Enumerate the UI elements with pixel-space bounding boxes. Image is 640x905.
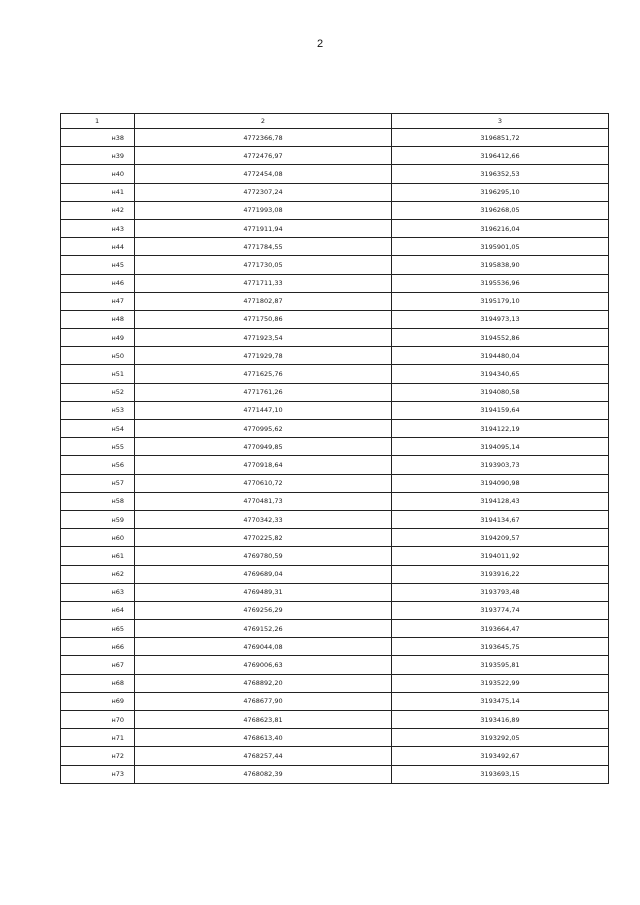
point-cell: н65 xyxy=(61,620,135,638)
column-header-y: 3 xyxy=(392,114,609,129)
y-coordinate-cell: 3194159,64 xyxy=(392,401,609,419)
point-cell: н47 xyxy=(61,292,135,310)
point-cell: н51 xyxy=(61,365,135,383)
column-header-point: 1 xyxy=(61,114,135,129)
point-cell: н73 xyxy=(61,765,135,783)
y-coordinate-cell: 3193916,22 xyxy=(392,565,609,583)
y-coordinate-cell: 3193793,48 xyxy=(392,583,609,601)
point-cell: н70 xyxy=(61,711,135,729)
point-cell: н53 xyxy=(61,401,135,419)
x-coordinate-cell: 4770225,82 xyxy=(135,529,392,547)
x-coordinate-cell: 4769044,08 xyxy=(135,638,392,656)
point-cell: н48 xyxy=(61,310,135,328)
coordinates-table xyxy=(60,113,609,784)
y-coordinate-cell: 3194340,65 xyxy=(392,365,609,383)
table-row xyxy=(61,329,609,347)
x-coordinate-cell: 4771923,54 xyxy=(135,329,392,347)
point-cell: н67 xyxy=(61,656,135,674)
table-row xyxy=(61,565,609,583)
x-coordinate-cell: 4771730,05 xyxy=(135,256,392,274)
point-cell: н46 xyxy=(61,274,135,292)
x-coordinate-cell: 4771784,55 xyxy=(135,238,392,256)
x-coordinate-cell: 4772476,97 xyxy=(135,147,392,165)
y-coordinate-cell: 3194011,92 xyxy=(392,547,609,565)
y-coordinate-cell: 3193292,05 xyxy=(392,729,609,747)
point-cell: н57 xyxy=(61,474,135,492)
point-cell: н54 xyxy=(61,420,135,438)
point-cell: н56 xyxy=(61,456,135,474)
x-coordinate-cell: 4768613,40 xyxy=(135,729,392,747)
x-coordinate-cell: 4769006,63 xyxy=(135,656,392,674)
table-row xyxy=(61,365,609,383)
table-row xyxy=(61,183,609,201)
y-coordinate-cell: 3193903,73 xyxy=(392,456,609,474)
y-coordinate-cell: 3193475,14 xyxy=(392,692,609,710)
point-cell: н63 xyxy=(61,583,135,601)
point-cell: н42 xyxy=(61,201,135,219)
x-coordinate-cell: 4772307,24 xyxy=(135,183,392,201)
x-coordinate-cell: 4771447,10 xyxy=(135,401,392,419)
y-coordinate-cell: 3194128,43 xyxy=(392,492,609,510)
table-row xyxy=(61,292,609,310)
table-row xyxy=(61,420,609,438)
x-coordinate-cell: 4768892,20 xyxy=(135,674,392,692)
y-coordinate-cell: 3194095,14 xyxy=(392,438,609,456)
table-row xyxy=(61,256,609,274)
x-coordinate-cell: 4771929,78 xyxy=(135,347,392,365)
point-cell: н43 xyxy=(61,219,135,237)
point-cell: н60 xyxy=(61,529,135,547)
y-coordinate-cell: 3193693,15 xyxy=(392,765,609,783)
table-row xyxy=(61,747,609,765)
x-coordinate-cell: 4768623,81 xyxy=(135,711,392,729)
point-cell: н49 xyxy=(61,329,135,347)
point-cell: н50 xyxy=(61,347,135,365)
table-body xyxy=(61,129,609,784)
table-row xyxy=(61,510,609,528)
y-coordinate-cell: 3194480,04 xyxy=(392,347,609,365)
y-coordinate-cell: 3194134,67 xyxy=(392,510,609,528)
point-cell: н59 xyxy=(61,510,135,528)
x-coordinate-cell: 4768677,90 xyxy=(135,692,392,710)
x-coordinate-cell: 4770918,64 xyxy=(135,456,392,474)
table-row xyxy=(61,638,609,656)
table-row xyxy=(61,547,609,565)
x-coordinate-cell: 4771802,87 xyxy=(135,292,392,310)
x-coordinate-cell: 4770481,73 xyxy=(135,492,392,510)
table-row xyxy=(61,219,609,237)
point-cell: н44 xyxy=(61,238,135,256)
x-coordinate-cell: 4771993,08 xyxy=(135,201,392,219)
point-cell: н39 xyxy=(61,147,135,165)
table-row xyxy=(61,729,609,747)
x-coordinate-cell: 4768257,44 xyxy=(135,747,392,765)
table-row xyxy=(61,383,609,401)
y-coordinate-cell: 3194090,98 xyxy=(392,474,609,492)
y-coordinate-cell: 3195536,96 xyxy=(392,274,609,292)
x-coordinate-cell: 4769780,59 xyxy=(135,547,392,565)
y-coordinate-cell: 3193522,99 xyxy=(392,674,609,692)
point-cell: н55 xyxy=(61,438,135,456)
point-cell: н40 xyxy=(61,165,135,183)
table-row xyxy=(61,529,609,547)
point-cell: н72 xyxy=(61,747,135,765)
x-coordinate-cell: 4770949,85 xyxy=(135,438,392,456)
table-row xyxy=(61,238,609,256)
table-row xyxy=(61,765,609,783)
table-row xyxy=(61,674,609,692)
point-cell: н45 xyxy=(61,256,135,274)
point-cell: н71 xyxy=(61,729,135,747)
table-row xyxy=(61,165,609,183)
point-cell: н68 xyxy=(61,674,135,692)
y-coordinate-cell: 3194552,86 xyxy=(392,329,609,347)
table-row xyxy=(61,601,609,619)
page-number: 2 xyxy=(316,38,324,50)
y-coordinate-cell: 3196268,05 xyxy=(392,201,609,219)
point-cell: н52 xyxy=(61,383,135,401)
table-row xyxy=(61,147,609,165)
x-coordinate-cell: 4771625,76 xyxy=(135,365,392,383)
table-row xyxy=(61,583,609,601)
y-coordinate-cell: 3193774,74 xyxy=(392,601,609,619)
x-coordinate-cell: 4771711,33 xyxy=(135,274,392,292)
table-row xyxy=(61,401,609,419)
x-coordinate-cell: 4772366,78 xyxy=(135,129,392,147)
point-cell: н66 xyxy=(61,638,135,656)
x-coordinate-cell: 4772454,08 xyxy=(135,165,392,183)
x-coordinate-cell: 4770342,33 xyxy=(135,510,392,528)
table-row xyxy=(61,492,609,510)
y-coordinate-cell: 3195179,10 xyxy=(392,292,609,310)
point-cell: н38 xyxy=(61,129,135,147)
table-row xyxy=(61,474,609,492)
header-row xyxy=(61,114,609,129)
x-coordinate-cell: 4771750,86 xyxy=(135,310,392,328)
table-row xyxy=(61,692,609,710)
y-coordinate-cell: 3193645,75 xyxy=(392,638,609,656)
table-row xyxy=(61,274,609,292)
point-cell: н64 xyxy=(61,601,135,619)
y-coordinate-cell: 3195901,05 xyxy=(392,238,609,256)
x-coordinate-cell: 4769689,04 xyxy=(135,565,392,583)
x-coordinate-cell: 4770995,62 xyxy=(135,420,392,438)
x-coordinate-cell: 4769489,31 xyxy=(135,583,392,601)
table-row xyxy=(61,438,609,456)
point-cell: н62 xyxy=(61,565,135,583)
point-cell: н69 xyxy=(61,692,135,710)
table-row xyxy=(61,201,609,219)
table-header xyxy=(61,114,609,129)
y-coordinate-cell: 3195838,90 xyxy=(392,256,609,274)
point-cell: н61 xyxy=(61,547,135,565)
table-row xyxy=(61,310,609,328)
y-coordinate-cell: 3194209,57 xyxy=(392,529,609,547)
table-row xyxy=(61,656,609,674)
table-row xyxy=(61,620,609,638)
y-coordinate-cell: 3193595,81 xyxy=(392,656,609,674)
y-coordinate-cell: 3193416,89 xyxy=(392,711,609,729)
x-coordinate-cell: 4769256,29 xyxy=(135,601,392,619)
y-coordinate-cell: 3193664,47 xyxy=(392,620,609,638)
point-cell: н41 xyxy=(61,183,135,201)
table-row xyxy=(61,456,609,474)
point-cell: н58 xyxy=(61,492,135,510)
y-coordinate-cell: 3193492,67 xyxy=(392,747,609,765)
y-coordinate-cell: 3196216,04 xyxy=(392,219,609,237)
table-row xyxy=(61,711,609,729)
x-coordinate-cell: 4768082,39 xyxy=(135,765,392,783)
y-coordinate-cell: 3196851,72 xyxy=(392,129,609,147)
y-coordinate-cell: 3194973,13 xyxy=(392,310,609,328)
x-coordinate-cell: 4769152,26 xyxy=(135,620,392,638)
y-coordinate-cell: 3194122,19 xyxy=(392,420,609,438)
x-coordinate-cell: 4770610,72 xyxy=(135,474,392,492)
column-header-x: 2 xyxy=(135,114,392,129)
y-coordinate-cell: 3196295,10 xyxy=(392,183,609,201)
y-coordinate-cell: 3196352,53 xyxy=(392,165,609,183)
y-coordinate-cell: 3196412,66 xyxy=(392,147,609,165)
table-row xyxy=(61,129,609,147)
y-coordinate-cell: 3194080,58 xyxy=(392,383,609,401)
x-coordinate-cell: 4771911,94 xyxy=(135,219,392,237)
table-row xyxy=(61,347,609,365)
x-coordinate-cell: 4771761,26 xyxy=(135,383,392,401)
